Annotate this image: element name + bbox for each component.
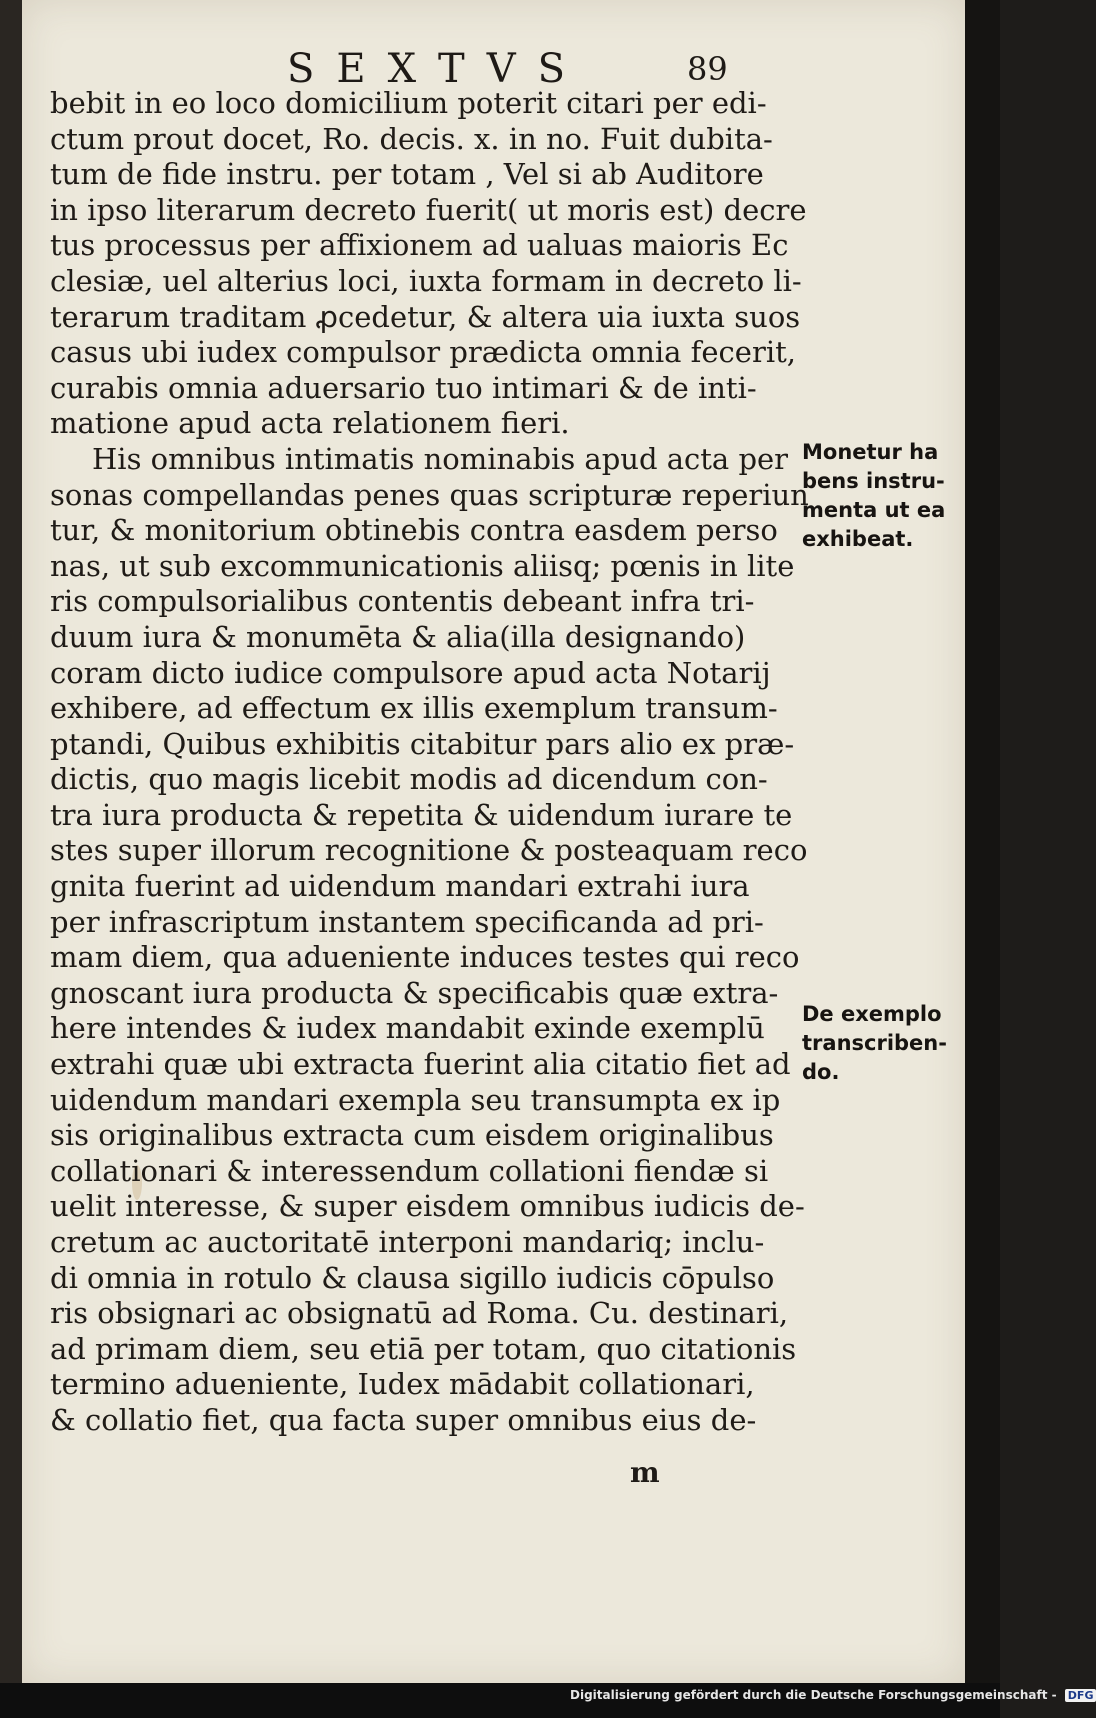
text-line: di omnia in rotulo & clausa sigillo iudicis cōpulso [50,1260,775,1295]
margin-note-line: bens instru- [802,469,945,493]
margin-note-line: do. [802,1060,840,1084]
catchword: m [630,1456,660,1489]
text-line: per infrascriptum instantem specificanda ad pri- [50,904,764,939]
margin-note-line: menta ut ea [802,498,946,522]
dfg-logo: DFG [1065,1689,1096,1702]
text-line: curabis omnia aduersario tuo intimari & de inti- [50,370,757,405]
paragraph-start-line: His omnibus intimatis nominabis apud acta per [92,441,789,476]
text-line: terarum traditam ꝓcedetur, & altera uia iuxta suos [50,299,801,334]
text-line: tra iura producta & repetita & uidendum iurare te [50,797,793,832]
text-line: tur, & monitorium obtinebis contra easdem perso [50,513,778,548]
text-line: cretum ac auctoritatē interponi mandariq; inclu- [50,1225,765,1259]
text-line: clesiæ, uel alterius loci, iuxta formam in decreto li- [50,263,802,298]
text-line: in ipso literarum decreto fuerit( ut moris est) decre [50,192,807,227]
text-line: gnita fuerint ad uidendum mandari extrahi iura [50,869,750,904]
text-line: exhibere, ad effectum ex illis exemplum transum- [50,691,778,726]
text-line: sis originalibus extracta cum eisdem originalibus [50,1118,774,1153]
text-line: mam diem, qua adueniente induces testes qui reco [50,940,800,975]
margin-note-monetur [802,438,972,554]
margin-note-line: De exemplo [802,1002,942,1026]
text-line: ad primam diem, seu etiā per totam, quo citationis [50,1331,797,1366]
text-line: termino adueniente, Iudex mādabit collationari, [50,1367,755,1402]
text-line: ris obsignari ac obsignatū ad Roma. Cu. destinari, [50,1296,789,1331]
text-line: ris compulsorialibus contentis debeant infra tri- [50,584,755,619]
text-line: tum de fide instru. per totam , Vel si ab Auditore [50,157,764,192]
margin-note-line: exhibeat. [802,527,914,551]
margin-note-de-exemplo [802,1000,972,1087]
text-line: stes super illorum recognitione & posteaquam reco [50,833,808,868]
text-line: nas, ut sub excommunicationis aliisq; pœnis in lite [50,548,795,583]
text-line: extrahi quæ ubi extracta fuerint alia citatio fiet ad [50,1047,791,1082]
running-title: SEXTVS [286,46,588,92]
credit-text: Digitalisierung gefördert durch die Deutsche Forschungsgemeinschaft - [570,1688,1057,1702]
digitization-credit [570,1688,1096,1702]
text-line: gnoscant iura producta & specificabis quæ extra- [50,975,779,1010]
text-line: duum iura & monumēta & alia(illa designando) [50,619,746,654]
text-line: uidendum mandari exempla seu transumpta ex ip [50,1082,781,1117]
text-line: bebit in eo loco domicilium poterit citari per edi- [50,86,767,120]
text-line: matione apud acta relationem fieri. [50,406,570,441]
margin-note-line: transcriben- [802,1031,947,1055]
text-line: & collatio fiet, qua facta super omnibus eius de- [50,1402,757,1437]
book-page [22,0,965,1683]
text-line: sonas compellandas penes quas scripturæ reperiun [50,477,809,512]
scan-border-left [0,0,22,1718]
text-line: collationari & interessendum collationi fiendæ si [50,1153,769,1188]
margin-note-line: Monetur ha [802,440,939,464]
text-line: casus ubi iudex compulsor prædicta omnia fecerit, [50,335,796,370]
text-line: dictis, quo magis licebit modis ad dicendum con- [50,762,768,797]
text-line: ctum prout docet, Ro. decis. x. in no. Fuit dubita- [50,121,773,156]
text-line: coram dicto iudice compulsore apud acta Notarij [50,655,771,690]
scan-border-right [965,0,1000,1683]
page-number: 89 [687,50,728,88]
text-line: uelit interesse, & super eisdem omnibus iudicis de- [50,1189,805,1224]
main-text-block [50,86,809,1439]
text-line: ptandi, Quibus exhibitis citabitur pars alio ex præ- [50,726,795,761]
text-line: here intendes & iudex mandabit exinde exemplū [50,1011,765,1046]
text-line: tus processus per affixionem ad ualuas maioris Ec [50,228,789,263]
